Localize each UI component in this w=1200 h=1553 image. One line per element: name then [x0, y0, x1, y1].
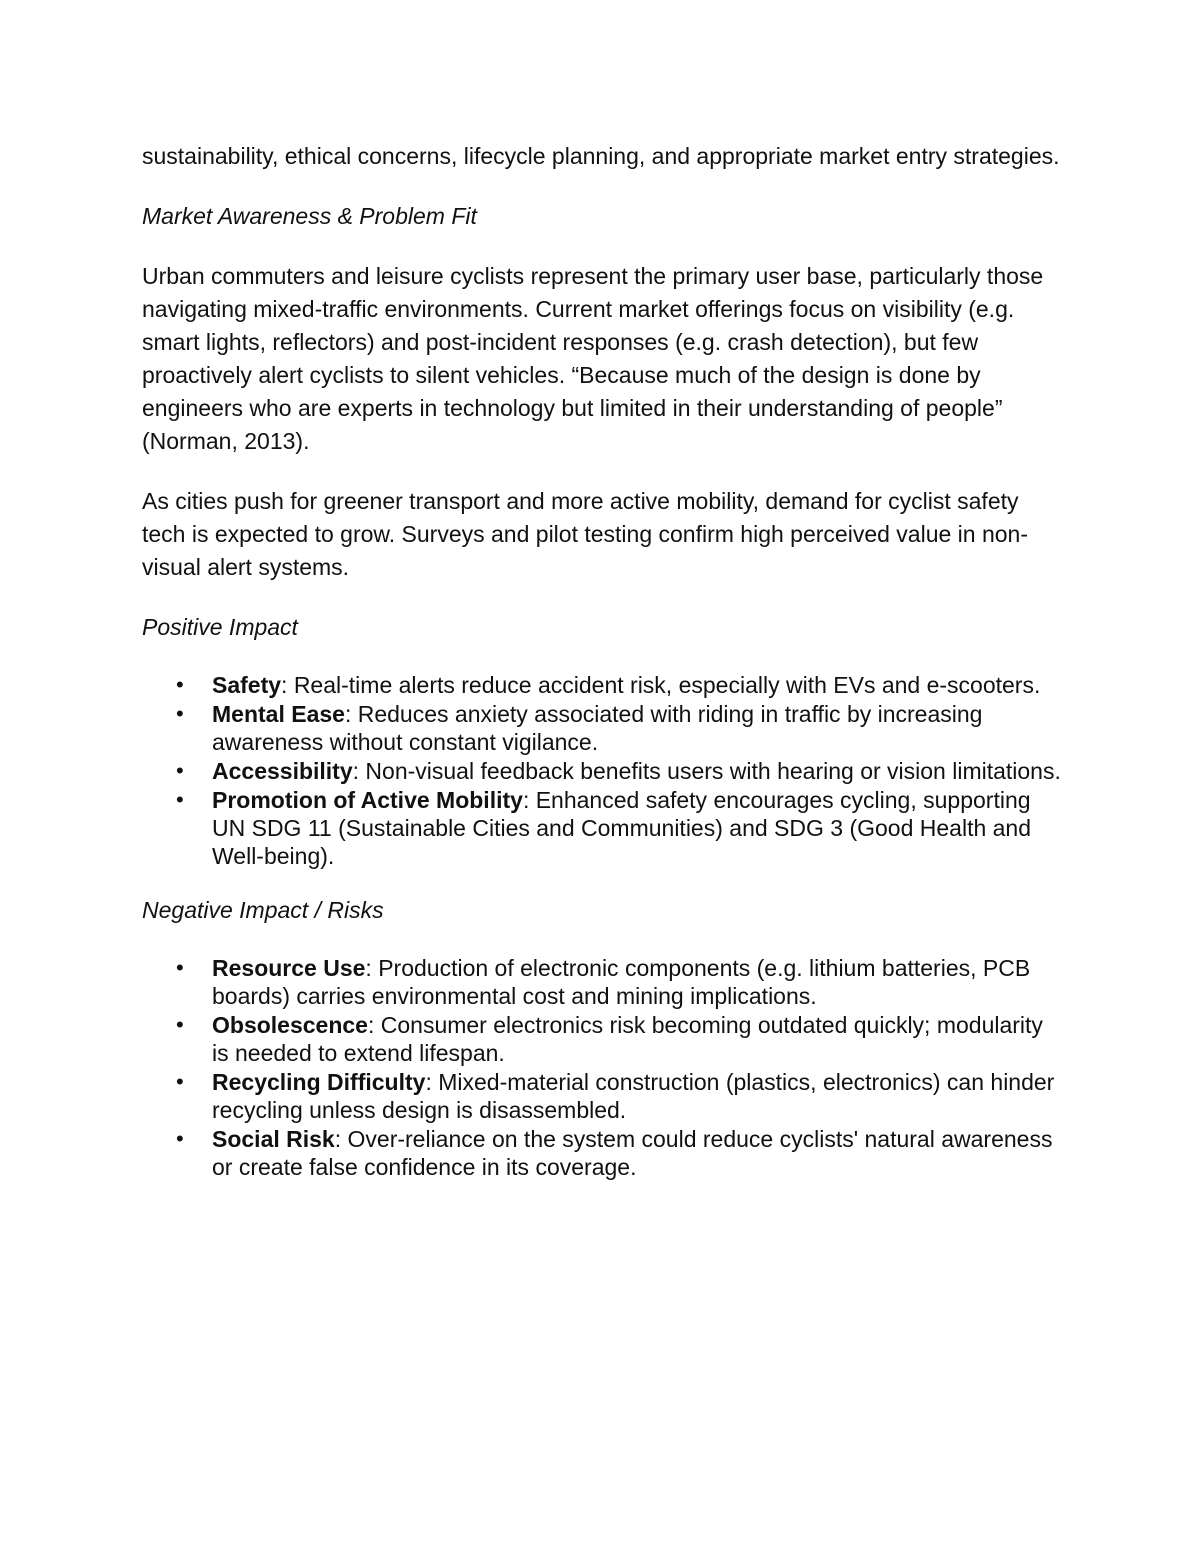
section-heading-negative: Negative Impact / Risks: [142, 897, 384, 923]
list-item-term: Social Risk: [212, 1126, 335, 1152]
list-item-term: Mental Ease: [212, 701, 345, 727]
list-item-term: Accessibility: [212, 758, 353, 784]
bullet-icon: •: [176, 787, 184, 812]
bullet-icon: •: [176, 1126, 184, 1151]
list-item-term: Resource Use: [212, 955, 366, 981]
list-item-text: : Reduces anxiety associated with riding in traffic by increasing awareness without constant vigilance.: [212, 701, 983, 755]
section-heading-market: Market Awareness & Problem Fit: [142, 203, 477, 229]
list-item: [142, 1068, 1062, 1124]
list-item: [142, 954, 1062, 1010]
bullet-icon: •: [176, 758, 184, 783]
list-item-term: Promotion of Active Mobility: [212, 787, 523, 813]
bullet-icon: •: [176, 1069, 184, 1094]
list-item-text: : Enhanced safety encourages cycling, supporting UN SDG 11 (Sustainable Cities and Communities) and SDG 3 (Good Health and Well-being).: [212, 787, 1032, 869]
list-item: [142, 671, 1062, 699]
list-item: [142, 786, 1062, 870]
list-item-term: Obsolescence: [212, 1012, 368, 1038]
list-item: [142, 700, 1062, 756]
bullet-icon: •: [176, 1012, 184, 1037]
positive-impact-list: [142, 671, 1062, 870]
bullet-icon: •: [176, 955, 184, 980]
list-item-term: Safety: [212, 672, 282, 698]
list-item-text: : Mixed-material construction (plastics, electronics) can hinder recycling unless design is disassembled.: [212, 1069, 1055, 1123]
bullet-icon: •: [176, 701, 184, 726]
paragraph-market-1: Urban commuters and leisure cyclists represent the primary user base, particularly those navigating mixed-traffic environments. Current market offerings focus on visibility (e.g. smart lights, reflectors) and post-incident responses (e.g. crash detection), but few proactively alert cyclists to silent vehicles. “Because much of the design is done by engineers who are experts in technology but limited in their understanding of people” (Norman, 2013).: [142, 263, 1044, 454]
list-item-text: : Production of electronic components (e.g. lithium batteries, PCB boards) carries environmental cost and mining implications.: [212, 955, 1031, 1009]
negative-impact-list: [142, 954, 1062, 1181]
list-item-text: : Over-reliance on the system could reduce cyclists' natural awareness or create false confidence in its coverage.: [212, 1126, 1053, 1180]
list-item-text: : Non-visual feedback benefits users with hearing or vision limitations.: [352, 758, 1061, 784]
list-item: [142, 757, 1062, 785]
list-item-term: Recycling Difficulty: [212, 1069, 426, 1095]
list-item-text: : Real-time alerts reduce accident risk, especially with EVs and e-scooters.: [281, 672, 1041, 698]
bullet-icon: •: [176, 672, 184, 697]
list-item: [142, 1011, 1062, 1067]
document-page: [142, 140, 1062, 1205]
intro-continuation: sustainability, ethical concerns, lifecycle planning, and appropriate market entry strategies.: [142, 143, 1060, 169]
section-heading-positive: Positive Impact: [142, 614, 298, 640]
list-item-text: : Consumer electronics risk becoming outdated quickly; modularity is needed to extend lifespan.: [212, 1012, 1043, 1066]
list-item: [142, 1125, 1062, 1181]
paragraph-market-2: As cities push for greener transport and more active mobility, demand for cyclist safety tech is expected to grow. Surveys and pilot testing confirm high perceived value in non-visual alert systems.: [142, 488, 1028, 580]
